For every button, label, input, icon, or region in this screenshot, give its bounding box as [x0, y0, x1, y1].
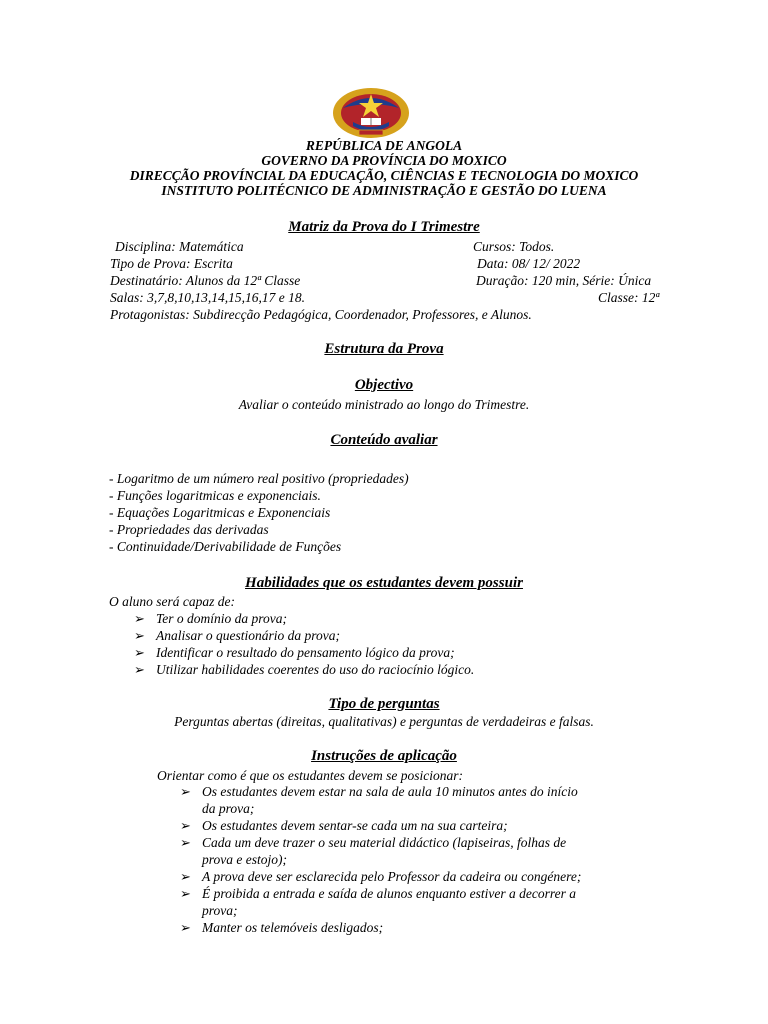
arrow-bullet-icon: ➢ — [180, 818, 191, 833]
list-item: ➢ Manter os telemóveis desligados; — [180, 920, 384, 935]
section-tipo-perguntas: Tipo de perguntas — [328, 696, 440, 712]
list-item: ➢ Cada um deve trazer o seu material didáctico (lapiseiras, folhas de prova e estojo); — [180, 835, 567, 867]
info-destinatario: Destinatário: Alunos da 12ª Classe — [110, 273, 301, 288]
section-objectivo: Objectivo — [354, 377, 414, 393]
section-instrucoes: Instruções de aplicação — [311, 748, 457, 764]
info-data: Data: 08/ 12/ 2022 — [477, 256, 581, 271]
section-conteudo: Conteúdo avaliar — [330, 432, 438, 448]
instrucoes-list — [180, 783, 581, 936]
info-cursos: Cursos: Todos. — [473, 239, 555, 254]
arrow-bullet-icon: ➢ — [180, 784, 191, 799]
header-republica: REPÚBLICA DE ANGOLA — [305, 138, 463, 153]
section-estrutura: Estrutura da Prova — [324, 341, 444, 357]
list-item: ➢ Ter o domínio da prova; — [134, 611, 288, 626]
info-protagonistas: Protagonistas: Subdirecção Pedagógica, Coordenador, Professores, e Alunos. — [110, 307, 532, 322]
header-direccao: DIRECÇÃO PROVÍNCIAL DA EDUCAÇÃO, CIÊNCIAS E TECNOLOGIA DO MOXICO — [129, 168, 639, 183]
arrow-bullet-icon: ➢ — [180, 835, 191, 850]
habilidades-intro: O aluno será capaz de: — [109, 594, 235, 609]
arrow-bullet-icon: ➢ — [134, 611, 145, 626]
conteudo-item: - Logaritmo de um número real positivo (propriedades) — [109, 471, 409, 486]
tipo-perguntas-text: Perguntas abertas (direitas, qualitativas) e perguntas de verdadeiras e falsas. — [174, 714, 594, 729]
info-tipo: Tipo de Prova: Escrita — [110, 256, 233, 271]
angola-coat-of-arms-icon — [331, 86, 411, 140]
conteudo-item: - Continuidade/Derivabilidade de Funções — [109, 539, 342, 554]
arrow-bullet-icon: ➢ — [180, 920, 191, 935]
arrow-bullet-icon: ➢ — [134, 645, 145, 660]
instrucoes-intro: Orientar como é que os estudantes devem se posicionar: — [157, 768, 463, 783]
header-instituto: INSTITUTO POLITÉCNICO DE ADMINISTRAÇÃO E GESTÃO DO LUENA — [161, 183, 607, 198]
list-item: ➢ É proibida a entrada e saída de alunos enquanto estiver a decorrer a prova; — [180, 886, 576, 918]
arrow-bullet-icon: ➢ — [180, 869, 191, 884]
document-title: Matriz da Prova do I Trimestre — [288, 219, 480, 235]
info-duracao: Duração: 120 min, Série: Única — [476, 273, 652, 288]
arrow-bullet-icon: ➢ — [134, 662, 145, 677]
list-item: ➢ Os estudantes devem estar na sala de aula 10 minutos antes do início da prova; — [180, 784, 578, 816]
conteudo-item: - Equações Logaritmicas e Exponenciais — [109, 505, 331, 520]
list-item: ➢ A prova deve ser esclarecida pelo Professor da cadeira ou congénere; — [180, 869, 582, 884]
list-item: ➢ Utilizar habilidades coerentes do uso do raciocínio lógico. — [134, 662, 475, 677]
section-habilidades: Habilidades que os estudantes devem possuir — [245, 575, 523, 591]
habilidades-list — [134, 610, 474, 678]
info-disciplina: Disciplina: Matemática — [115, 239, 244, 254]
arrow-bullet-icon: ➢ — [134, 628, 145, 643]
list-item: ➢ Analisar o questionário da prova; — [134, 628, 340, 643]
objectivo-text: Avaliar o conteúdo ministrado ao longo do Trimestre. — [238, 397, 530, 412]
info-salas: Salas: 3,7,8,10,13,14,15,16,17 e 18. — [110, 290, 305, 305]
list-item: ➢ Identificar o resultado do pensamento lógico da prova; — [134, 645, 455, 660]
conteudo-item: - Propriedades das derivadas — [109, 522, 269, 537]
arrow-bullet-icon: ➢ — [180, 886, 191, 901]
header-governo: GOVERNO DA PROVÍNCIA DO MOXICO — [261, 153, 507, 168]
list-item: ➢ Os estudantes devem sentar-se cada um na sua carteira; — [180, 818, 508, 833]
info-classe: Classe: 12ª — [598, 290, 660, 305]
conteudo-item: - Funções logaritmicas e exponenciais. — [109, 488, 321, 503]
